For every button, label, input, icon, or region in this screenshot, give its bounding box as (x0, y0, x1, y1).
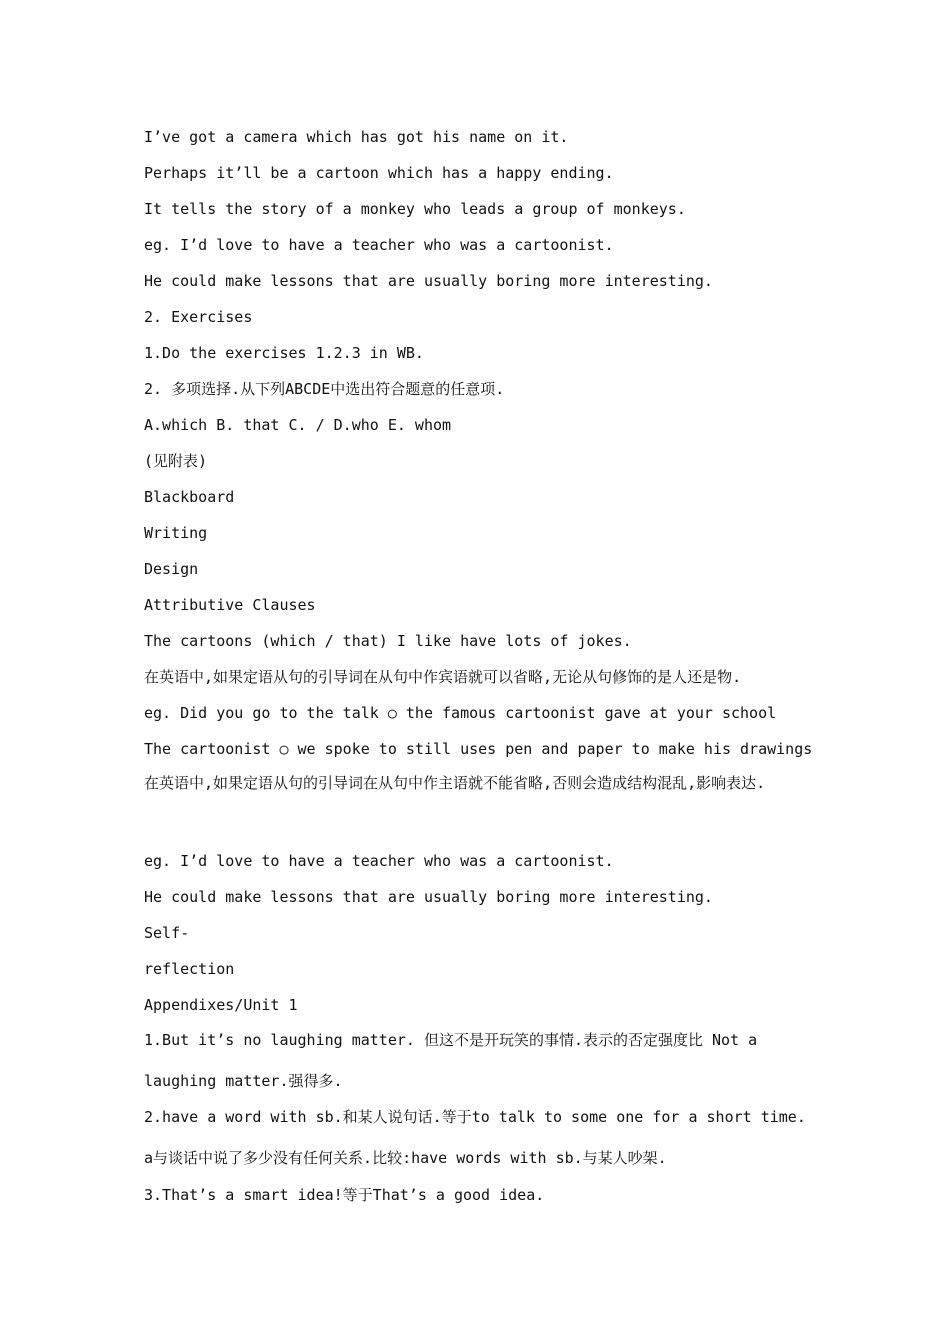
text-line: Attributive Clauses (144, 596, 316, 614)
text-line: 1.Do the exercises 1.2.3 in WB. (144, 344, 424, 362)
text-line: Perhaps it’ll be a cartoon which has a happy ending. (144, 164, 614, 182)
text-line: The cartoonist ○ we spoke to still uses pen and paper to make his drawings (144, 740, 813, 758)
text-line: He could make lessons that are usually boring more interesting. (144, 272, 713, 290)
text-line: reflection (144, 960, 235, 978)
text-line: Writing (144, 524, 208, 542)
text-line: 在英语中,如果定语从句的引导词在从句中作宾语就可以省略,无论从句修饰的是人还是物. (144, 668, 742, 686)
text-paragraph: 1.But it’s no laughing matter. 但这不是开玩笑的事情.表示的否定强度比 Not a laughing matter.强得多. (144, 1031, 758, 1090)
text-line: eg. Did you go to the talk ○ the famous cartoonist gave at your school (144, 704, 777, 722)
section-heading: 2. Exercises (144, 308, 253, 326)
text-line: (见附表) (144, 452, 208, 470)
text-line: eg. I’d love to have a teacher who was a cartoonist. (144, 852, 614, 870)
text-line: 2. 多项选择.从下列ABCDE中选出符合题意的任意项. (144, 380, 505, 398)
text-line: eg. I’d love to have a teacher who was a cartoonist. (144, 236, 614, 254)
text-line: Blackboard (144, 488, 235, 506)
text-paragraph: 2.have a word with sb.和某人说句话.等于to talk to some one for a short time. a与谈话中说了多少没有任何关系.比较:have words with sb.与某人吵架. (144, 1108, 806, 1167)
text-line: He could make lessons that are usually boring more interesting. (144, 888, 713, 906)
text-line: Self- (144, 924, 190, 942)
text-line: I’ve got a camera which has got his name on it. (144, 128, 569, 146)
text-line: A.which B. that C. / D.who E. whom (144, 416, 452, 434)
text-line: It tells the story of a monkey who leads a group of monkeys. (144, 200, 686, 218)
text-line: Appendixes/Unit 1 (144, 996, 298, 1014)
text-line: 3.That’s a smart idea!等于That’s a good idea. (144, 1186, 545, 1204)
text-line: The cartoons (which / that) I like have lots of jokes. (144, 632, 632, 650)
text-paragraph: 在英语中,如果定语从句的引导词在从句中作主语就不能省略,否则会造成结构混乱,影响表达. (144, 774, 766, 792)
text-line: Design (144, 560, 199, 578)
